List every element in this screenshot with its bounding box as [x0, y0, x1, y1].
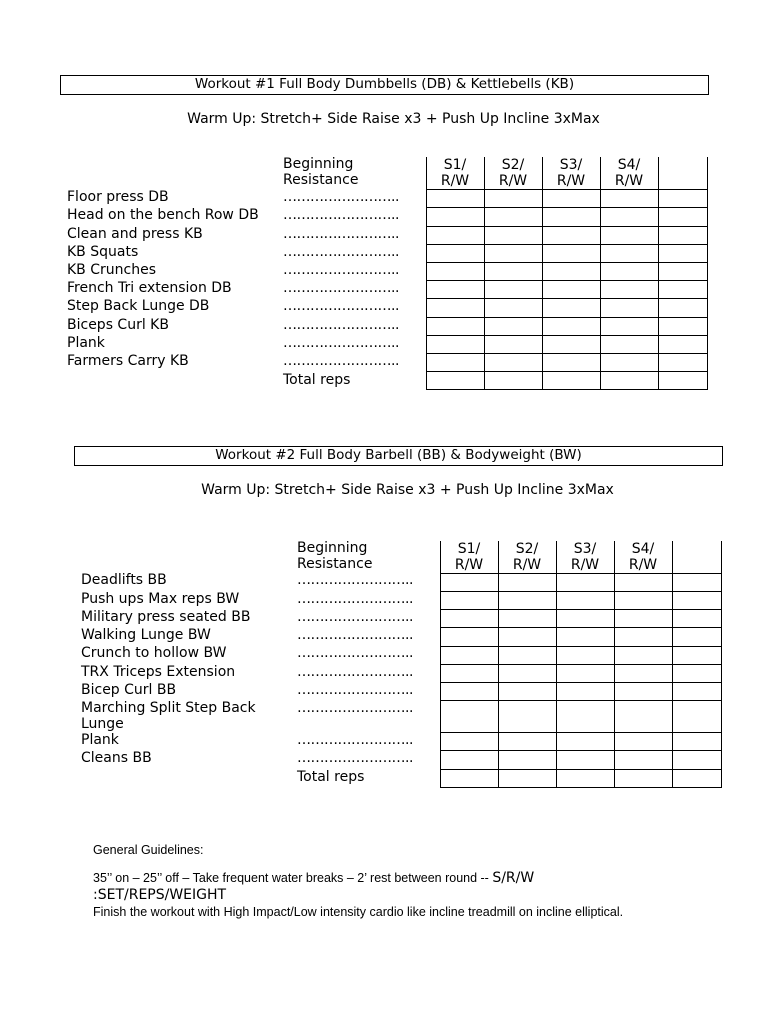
set-entry-cell[interactable] — [673, 770, 721, 787]
set-entry-cell[interactable] — [499, 628, 556, 646]
set-entry-cell[interactable] — [499, 770, 556, 787]
set-entry-cell[interactable] — [427, 299, 484, 317]
resistance-dots: …………………….. — [283, 317, 399, 333]
guidelines-line1 — [93, 870, 753, 887]
resistance-dots: …………………….. — [283, 189, 399, 205]
set-entry-cell[interactable] — [427, 336, 484, 353]
resistance-dots: …………………….. — [297, 700, 413, 716]
set-entry-cell[interactable] — [427, 354, 484, 371]
set-entry-cell[interactable] — [485, 208, 542, 226]
exercise-name: Head on the bench Row DB — [67, 207, 259, 223]
workout-2-warmup: Warm Up: Stretch+ Side Raise x3 + Push Up Incline 3xMax — [201, 482, 614, 498]
set-entry-cell[interactable] — [499, 574, 556, 591]
exercise-name: Deadlifts BB — [81, 572, 167, 588]
set-entry-cell[interactable] — [441, 610, 498, 627]
workout-1-title: Workout #1 Full Body Dumbbells (DB) & Kettlebells (KB) — [60, 75, 709, 95]
workout-2-title: Workout #2 Full Body Barbell (BB) & Bodyweight (BW) — [74, 446, 723, 466]
resistance-dots: …………………….. — [297, 750, 413, 766]
resistance-dots: …………………….. — [297, 609, 413, 625]
set-entry-cell[interactable] — [499, 751, 556, 769]
set-entry-cell[interactable] — [543, 208, 600, 226]
set-entry-cell[interactable] — [543, 299, 600, 317]
set-entry-cell[interactable] — [543, 372, 600, 389]
set-entry-cell[interactable] — [615, 610, 672, 627]
set-entry-cell[interactable] — [499, 665, 556, 682]
set-entry-cell[interactable] — [499, 733, 556, 750]
set-entry-cell[interactable] — [659, 245, 707, 262]
set-entry-cell[interactable] — [615, 701, 672, 732]
set-entry-cell[interactable] — [499, 683, 556, 700]
set-entry-cell[interactable] — [485, 336, 542, 353]
set-entry-cell[interactable] — [543, 281, 600, 298]
set-entry-cell[interactable] — [659, 354, 707, 371]
set-entry-cell[interactable] — [615, 770, 672, 787]
set-entry-cell[interactable] — [557, 574, 614, 591]
set-entry-cell[interactable] — [441, 574, 498, 591]
exercise-name: Military press seated BB — [81, 609, 251, 625]
set-entry-cell[interactable] — [601, 208, 658, 226]
set-entry-cell[interactable] — [673, 733, 721, 750]
resistance-dots: …………………….. — [283, 262, 399, 278]
set-entry-cell[interactable] — [601, 245, 658, 262]
set-entry-cell[interactable] — [499, 701, 556, 732]
resistance-dots: …………………….. — [297, 732, 413, 748]
set-entry-cell[interactable] — [673, 610, 721, 627]
exercise-name: French Tri extension DB — [67, 280, 232, 296]
set-entry-cell[interactable] — [427, 318, 484, 335]
set-entry-cell[interactable] — [441, 701, 498, 732]
set-entry-cell[interactable] — [659, 281, 707, 298]
set-entry-cell[interactable] — [601, 190, 658, 207]
set-entry-cell[interactable] — [485, 263, 542, 280]
set-entry-cell[interactable] — [485, 299, 542, 317]
set-entry-cell[interactable] — [673, 574, 721, 591]
resistance-label: Resistance — [297, 555, 373, 572]
grid-column-line — [707, 157, 708, 390]
guidelines-heading: General Guidelines: — [93, 843, 204, 857]
exercise-name: KB Squats — [67, 244, 139, 260]
guidelines-timing: 35’’ on – 25’’ off – Take frequent water breaks – 2’ rest between round -- — [93, 871, 493, 885]
exercise-name: Marching Split Step Back Lunge — [81, 700, 256, 732]
set-entry-cell[interactable] — [659, 190, 707, 207]
set-entry-cell[interactable] — [557, 701, 614, 732]
set-entry-cell[interactable] — [615, 574, 672, 591]
set-entry-cell[interactable] — [441, 733, 498, 750]
set-entry-cell[interactable] — [499, 610, 556, 627]
set-entry-cell[interactable] — [557, 610, 614, 627]
resistance-dots: …………………….. — [283, 298, 399, 314]
set-entry-cell[interactable] — [427, 245, 484, 262]
set-entry-cell[interactable] — [673, 701, 721, 732]
set-entry-cell[interactable] — [659, 372, 707, 389]
set-entry-cell[interactable] — [427, 190, 484, 207]
set-entry-cell[interactable] — [615, 592, 672, 609]
set-header-s1: S1/ R/W — [440, 157, 470, 189]
resistance-dots: …………………….. — [297, 664, 413, 680]
set-entry-cell[interactable] — [601, 354, 658, 371]
set-entry-cell[interactable] — [427, 372, 484, 389]
set-entry-cell[interactable] — [673, 665, 721, 682]
resistance-dots: …………………….. — [283, 353, 399, 369]
set-entry-cell[interactable] — [485, 227, 542, 244]
general-guidelines — [93, 843, 753, 921]
set-header-s4: S4/ R/W — [628, 541, 658, 573]
set-header-s3: S3/ R/W — [556, 157, 586, 189]
set-entry-cell[interactable] — [543, 354, 600, 371]
grid-row-line — [426, 389, 708, 390]
exercise-name: Walking Lunge BW — [81, 627, 211, 643]
exercise-name: Bicep Curl BB — [81, 682, 177, 698]
set-header-s4: S4/ R/W — [614, 157, 644, 189]
set-entry-cell[interactable] — [543, 263, 600, 280]
set-entry-cell[interactable] — [659, 263, 707, 280]
set-header-s1: S1/ R/W — [454, 541, 484, 573]
set-entry-cell[interactable] — [485, 190, 542, 207]
set-entry-cell[interactable] — [615, 751, 672, 769]
set-entry-cell[interactable] — [659, 208, 707, 226]
set-entry-cell[interactable] — [485, 354, 542, 371]
exercise-name: Plank — [67, 335, 105, 351]
set-entry-cell[interactable] — [427, 281, 484, 298]
set-entry-cell[interactable] — [615, 683, 672, 700]
set-entry-cell[interactable] — [615, 628, 672, 646]
set-entry-cell[interactable] — [441, 647, 498, 664]
set-entry-cell[interactable] — [601, 336, 658, 353]
resistance-dots: …………………….. — [283, 244, 399, 260]
set-entry-cell[interactable] — [615, 647, 672, 664]
set-header-s2: S2/ R/W — [498, 157, 528, 189]
resistance-dots: …………………….. — [283, 280, 399, 296]
resistance-dots: …………………….. — [283, 335, 399, 351]
set-entry-cell[interactable] — [601, 263, 658, 280]
set-entry-cell[interactable] — [659, 227, 707, 244]
beginning-label: Beginning — [283, 156, 354, 172]
set-entry-cell[interactable] — [485, 318, 542, 335]
set-entry-cell[interactable] — [557, 751, 614, 769]
exercise-name: Step Back Lunge DB — [67, 298, 210, 314]
set-entry-cell[interactable] — [673, 647, 721, 664]
resistance-dots: …………………….. — [297, 645, 413, 661]
set-entry-cell[interactable] — [557, 770, 614, 787]
set-entry-cell[interactable] — [557, 683, 614, 700]
set-entry-cell[interactable] — [441, 665, 498, 682]
exercise-name: Cleans BB — [81, 750, 152, 766]
set-entry-cell[interactable] — [441, 770, 498, 787]
set-entry-cell[interactable] — [485, 245, 542, 262]
exercise-name: Farmers Carry KB — [67, 353, 189, 369]
exercise-name: KB Crunches — [67, 262, 156, 278]
set-entry-cell[interactable] — [485, 281, 542, 298]
set-entry-cell[interactable] — [543, 245, 600, 262]
set-entry-cell[interactable] — [601, 372, 658, 389]
set-entry-cell[interactable] — [499, 592, 556, 609]
set-entry-cell[interactable] — [557, 628, 614, 646]
set-entry-cell[interactable] — [441, 683, 498, 700]
exercise-name: TRX Triceps Extension — [81, 664, 236, 680]
workout-1-total-reps: Total reps — [283, 372, 351, 388]
resistance-dots: …………………….. — [297, 627, 413, 643]
set-entry-cell[interactable] — [557, 647, 614, 664]
set-entry-cell[interactable] — [441, 628, 498, 646]
resistance-dots: …………………….. — [297, 591, 413, 607]
set-entry-cell[interactable] — [601, 281, 658, 298]
set-entry-cell[interactable] — [601, 299, 658, 317]
resistance-dots: …………………….. — [283, 207, 399, 223]
set-entry-cell[interactable] — [659, 318, 707, 335]
set-entry-cell[interactable] — [615, 733, 672, 750]
set-entry-cell[interactable] — [427, 208, 484, 226]
workout-2-total-reps: Total reps — [297, 769, 365, 785]
resistance-dots: …………………….. — [297, 572, 413, 588]
set-entry-cell[interactable] — [673, 592, 721, 609]
set-entry-cell[interactable] — [427, 263, 484, 280]
exercise-name: Biceps Curl KB — [67, 317, 169, 333]
set-header-s2: S2/ R/W — [512, 541, 542, 573]
set-entry-cell[interactable] — [673, 683, 721, 700]
set-entry-cell[interactable] — [615, 665, 672, 682]
set-entry-cell[interactable] — [427, 227, 484, 244]
set-entry-cell[interactable] — [557, 665, 614, 682]
set-entry-cell[interactable] — [601, 318, 658, 335]
set-entry-cell[interactable] — [543, 227, 600, 244]
set-entry-cell[interactable] — [441, 592, 498, 609]
set-header-s3: S3/ R/W — [570, 541, 600, 573]
grid-row-line — [440, 787, 722, 788]
exercise-name: Push ups Max reps BW — [81, 591, 240, 607]
set-entry-cell[interactable] — [557, 592, 614, 609]
exercise-name: Clean and press KB — [67, 226, 203, 242]
set-entry-cell[interactable] — [673, 751, 721, 769]
set-entry-cell[interactable] — [557, 733, 614, 750]
guidelines-srw: S/R/W — [492, 870, 535, 886]
set-entry-cell[interactable] — [441, 751, 498, 769]
set-entry-cell[interactable] — [673, 628, 721, 646]
workout-1-warmup: Warm Up: Stretch+ Side Raise x3 + Push Up Incline 3xMax — [187, 111, 600, 127]
set-entry-cell[interactable] — [659, 299, 707, 317]
exercise-name: Floor press DB — [67, 189, 169, 205]
resistance-label: Resistance — [283, 171, 359, 188]
beginning-label: Beginning — [297, 540, 368, 556]
workout-1-beginning-header — [283, 157, 358, 188]
set-entry-cell[interactable] — [485, 372, 542, 389]
exercise-name: Crunch to hollow BW — [81, 645, 227, 661]
exercise-name: Plank — [81, 732, 119, 748]
workout-2-beginning-header — [297, 541, 372, 572]
guidelines-line2: :SET/REPS/WEIGHT — [93, 887, 227, 903]
set-entry-cell[interactable] — [543, 336, 600, 353]
set-entry-cell[interactable] — [601, 227, 658, 244]
resistance-dots: …………………….. — [297, 682, 413, 698]
set-entry-cell[interactable] — [543, 318, 600, 335]
resistance-dots: …………………….. — [283, 226, 399, 242]
set-entry-cell[interactable] — [499, 647, 556, 664]
set-entry-cell[interactable] — [543, 190, 600, 207]
set-entry-cell[interactable] — [659, 336, 707, 353]
guidelines-line3: Finish the workout with High Impact/Low intensity cardio like incline treadmill on incline elliptical. — [93, 905, 624, 919]
